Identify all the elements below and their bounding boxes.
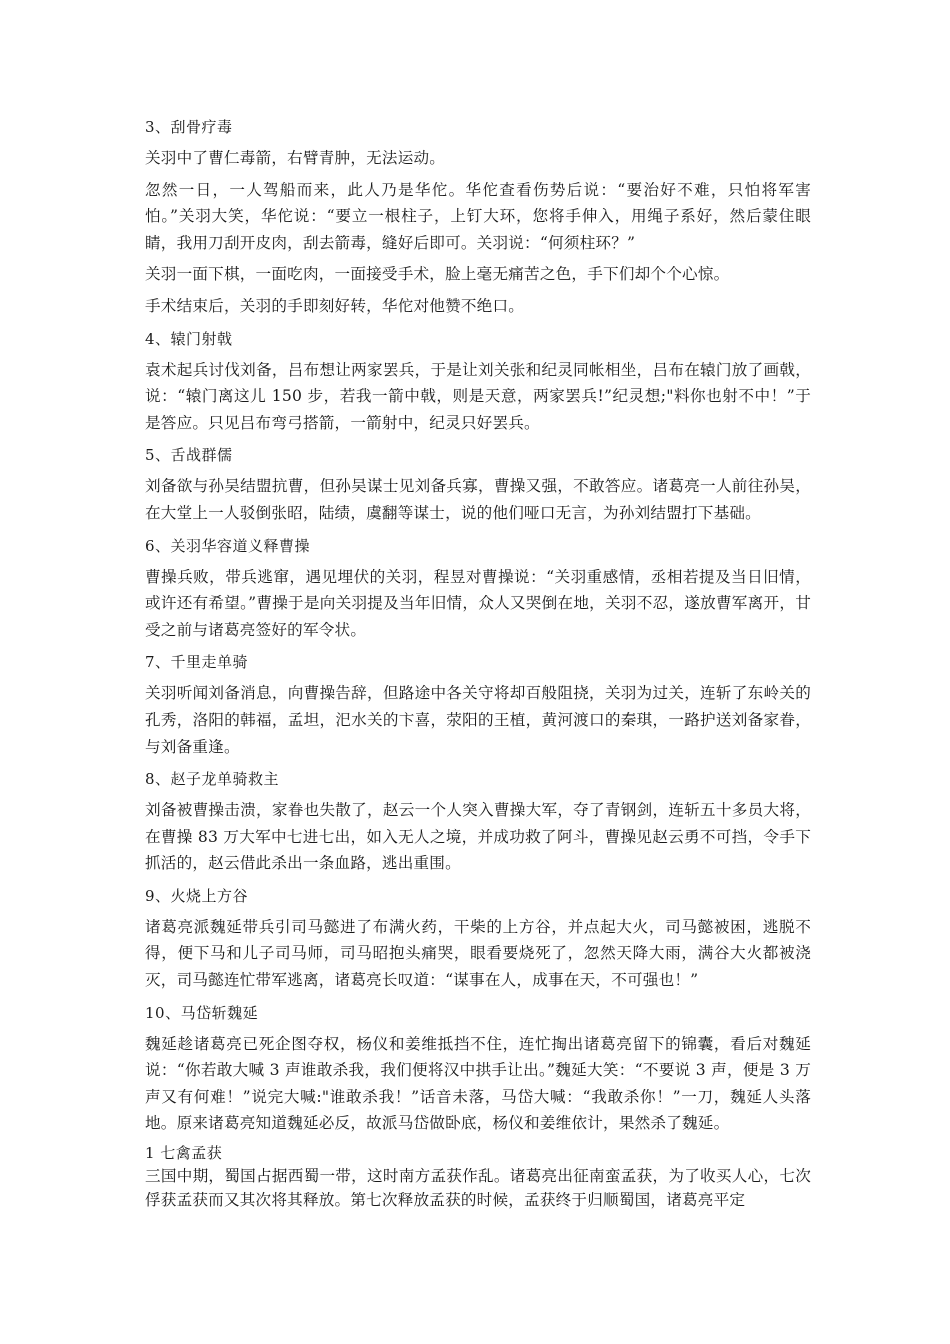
paragraph: 诸葛亮派魏延带兵引司马懿进了布满火药，干柴的上方谷，并点起大火，司马懿被困，逃脱不得，便下马和儿子司马师，司马昭抱头痛哭，眼看要烧死了，忽然天降大雨，满谷大火都被浇灭，司马懿连忙带军逃离，诸葛亮长叹道：“谋事在人，成事在天，不可强也！”	[145, 917, 811, 990]
section-5	[145, 441, 811, 526]
section-6	[145, 532, 811, 644]
paragraph: 关羽一面下棋，一面吃肉，一面接受手术，脸上毫无痛苦之色，手下们却个个心惊。	[145, 265, 730, 284]
document-page	[145, 113, 811, 1212]
section-10	[145, 999, 811, 1137]
section-7	[145, 648, 811, 760]
paragraph: 手术结束后，关羽的手即刻好转，华佗对他赞不绝口。	[145, 296, 525, 315]
section-heading: 1 七禽孟获	[145, 1144, 223, 1163]
section-heading: 3、刮骨疗毒	[145, 118, 233, 136]
section-heading: 7、千里走单骑	[145, 653, 249, 672]
paragraph: 曹操兵败，带兵逃窜，遇见埋伏的关羽，程昱对曹操说：“关羽重感情，丞相若提及当日旧情，或许还有希望。”曹操于是向关羽提及当年旧情，众人又哭倒在地，关羽不忍，遂放曹军离开，甘受之前与诸葛亮签好的军令状。	[145, 567, 811, 639]
paragraph: 关羽听闻刘备消息，向曹操告辞，但路途中各关守将却百般阻挠，关羽为过关，连斩了东岭关的孔秀，洛阳的韩福，孟坦，汜水关的卞喜，荥阳的王植，黄河渡口的秦琪，一路护送刘备家眷，与刘备重逢。	[145, 684, 811, 756]
paragraph: 魏延趁诸葛亮已死企图夺权，杨仪和姜维抵挡不住，连忙掏出诸葛亮留下的锦囊，看后对魏延说：“你若敢大喊 3 声谁敢杀我，我们便将汉中拱手让出。”魏延大笑：“不要说 3 声，便是 3 万声又有何难！”说完大喊:"谁敢杀我！”话音未落，马岱大喊：“我敢杀你！”一刀，魏延人头落地。原来诸葛亮知道魏延必反，故派马岱做卧底，杨仪和姜维依计，果然杀了魏延。	[145, 1034, 811, 1133]
section-heading: 5、舌战群儒	[145, 446, 233, 465]
paragraph: 忽然一日，一人驾船而来，此人乃是华佗。华佗查看伤势后说：“要治好不难，只怕将军害怕。”关羽大笑，华佗说：“要立一根柱子，上钉大环，您将手伸入，用绳子系好，然后蒙住眼睛，我用刀刮开皮肉，刮去箭毒，缝好后即可。关羽说：“何须柱环？”	[145, 180, 811, 252]
section-qiqin-menghuo	[145, 1142, 811, 1212]
section-3	[145, 113, 811, 320]
section-heading: 4、辕门射戟	[145, 329, 233, 348]
paragraph: 刘备被曹操击溃，家眷也失散了，赵云一个人突入曹操大军，夺了青钢剑，连斩五十多员大将，在曹操 83 万大军中七进七出，如入无人之境，并成功救了阿斗，曹操见赵云勇不可挡，令手下抓活的，赵云借此杀出一条血路，逃出重围。	[145, 801, 811, 873]
paragraph: 袁术起兵讨伐刘备，吕布想让两家罢兵，于是让刘关张和纪灵同帐相坐，吕布在辕门放了画戟，说：“辕门离这儿 150 步，若我一箭中戟，则是天意，两家罢兵!”纪灵想;"料你也射不中！”于是答应。只见吕布弯弓搭箭，一箭射中，纪灵只好罢兵。	[145, 360, 811, 432]
section-9	[145, 882, 811, 994]
paragraph: 刘备欲与孙吴结盟抗曹，但孙吴谋士见刘备兵寡，曹操又强，不敢答应。诸葛亮一人前往孙吴，在大堂上一人驳倒张昭，陆绩，虞翻等谋士，说的他们哑口无言，为孙刘结盟打下基础。	[145, 477, 811, 522]
section-heading: 6、关羽华容道义释曹操	[145, 536, 311, 555]
paragraph: 关羽中了曹仁毒箭，右臂青肿，无法运动。	[145, 149, 446, 167]
section-heading: 8、赵子龙单骑救主	[145, 770, 280, 789]
section-heading: 10、马岱斩魏延	[145, 1003, 259, 1022]
section-heading: 9、火烧上方谷	[145, 886, 249, 905]
paragraph: 三国中期，蜀国占据西蜀一带，这时南方孟获作乱。诸葛亮出征南蛮孟获，为了收买人心，七次俘获孟获而又其次将其释放。第七次释放孟获的时候，孟获终于归顺蜀国，诸葛亮平定	[145, 1167, 811, 1210]
section-4	[145, 325, 811, 437]
section-8	[145, 765, 811, 877]
